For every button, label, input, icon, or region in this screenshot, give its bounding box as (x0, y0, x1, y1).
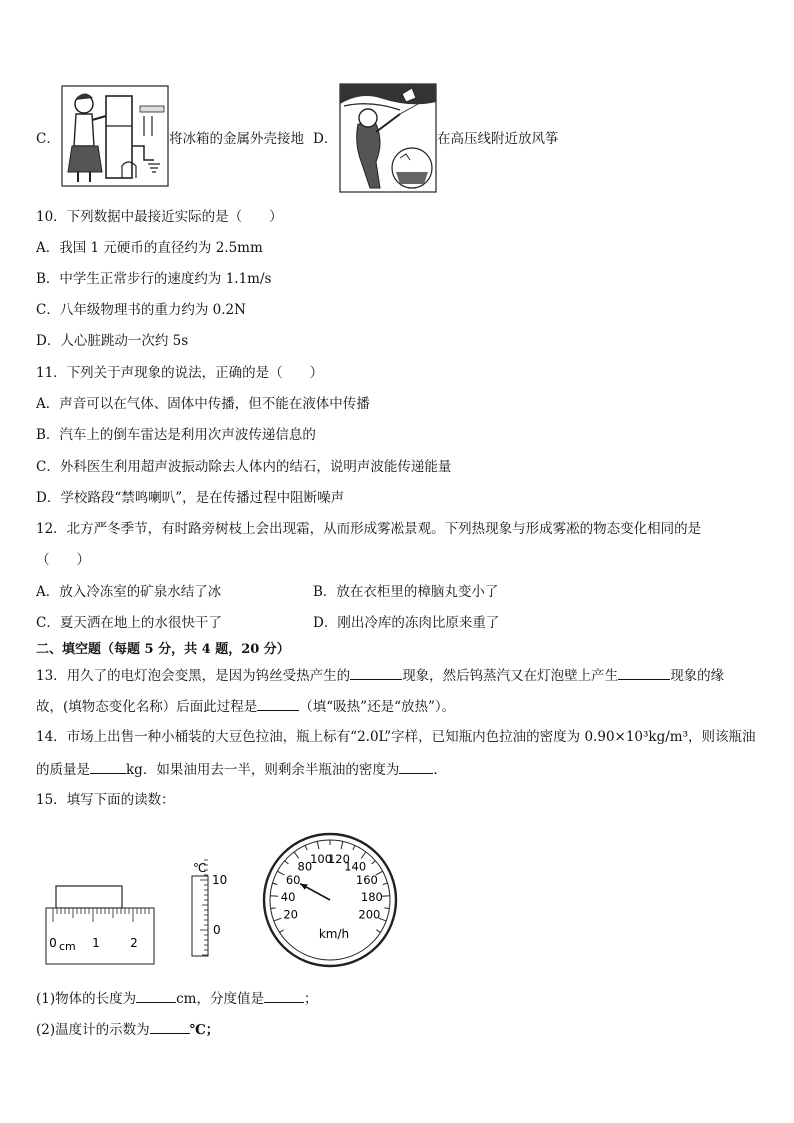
q11-stem: 11．下列关于声现象的说法，正确的是（ ） (36, 365, 324, 381)
ruler-diagram (44, 884, 156, 966)
q13-line2 (36, 697, 455, 716)
q14-text-3: kg．如果油用去一半，则剩余半瓶油的密度为 (126, 762, 400, 778)
speedometer-tick (271, 908, 276, 909)
q10-option-b: B．中学生正常步行的速度约为 1.1m/s (36, 271, 272, 287)
q13-line1 (36, 666, 724, 685)
q14-blank-2[interactable] (399, 760, 433, 774)
speedometer-label: 40 (280, 890, 296, 905)
q11-option-a: A．声音可以在气体、固体中传播，但不能在液体中传播 (36, 396, 370, 412)
section-heading: 二、填空题（每题 5 分，共 4 题，20 分） (36, 642, 290, 657)
speedometer-tick (382, 896, 390, 897)
speedometer-label: 20 (283, 907, 298, 922)
speedometer-label: 60 (285, 872, 301, 887)
q15-sub1 (36, 989, 318, 1008)
q15-blank-1[interactable] (136, 989, 176, 1003)
measured-object (56, 886, 122, 908)
q13-text-5: （填“吸热”还是“放热”）。 (299, 699, 456, 715)
speedometer-tick (384, 908, 389, 909)
q15-sub2-text-2: ℃； (189, 1022, 220, 1038)
q14-line1: 14．市场上出售一种小桶装的大豆色拉油，瓶上标有“2.0L”字样，已知瓶内色拉油的密度为 0.90×10³kg/m³，则该瓶油 (36, 729, 756, 745)
speedometer-label: 120 (327, 851, 350, 866)
thermometer-diagram (186, 860, 236, 960)
thermometer-unit-label: ℃ (193, 861, 207, 875)
q12-option-a: A．放入冷冻室的矿泉水结了冰 (36, 584, 222, 600)
q14-line2 (36, 760, 447, 779)
thermometer-label-0: 0 (213, 923, 221, 937)
q13-text-2: 现象，然后钨蒸汽又在灯泡壁上产生 (402, 668, 619, 684)
q15-sub1-text-2: cm，分度值是 (176, 991, 264, 1007)
speedometer-label: 100 (310, 851, 333, 866)
speedometer-label: 160 (355, 872, 378, 887)
q12-option-d: D．刚出冷库的冻肉比原来重了 (313, 615, 500, 631)
q15-sub1-text-1: (1)物体的长度为 (36, 991, 137, 1007)
q13-text-1: 13．用久了的电灯泡会变黑，是因为钨丝受热产生的 (36, 668, 351, 684)
q10-option-a: A．我国 1 元硬币的直径约为 2.5mm (36, 240, 263, 256)
q15-blank-3[interactable] (150, 1020, 190, 1034)
speedometer-label: 200 (358, 907, 381, 922)
kite-power-line-illustration (340, 84, 436, 192)
q13-text-4: 故，(填物态变化名称）后面此过程是 (36, 699, 258, 715)
speedometer-unit-label: km/h (318, 927, 350, 941)
q10-option-c: C．八年级物理书的重力约为 0.2N (36, 302, 246, 318)
q12-paren: （ ） (36, 552, 90, 568)
q10-stem: 10．下列数据中最接近实际的是（ ） (36, 209, 283, 225)
q12-stem: 12．北方严冬季节，有时路旁树枝上会出现霜，从而形成雾凇景观。下列热现象与形成雾凇的物态变化相同的是 (36, 521, 702, 537)
option-d-label: D． (313, 131, 338, 147)
q13-blank-1[interactable] (350, 666, 402, 680)
option-d-text: 在高压线附近放风筝 (437, 131, 559, 147)
q12-option-b: B．放在衣柜里的樟脑丸变小了 (313, 584, 499, 600)
option-c-text: 将冰箱的金属外壳接地 (169, 131, 304, 147)
q11-option-d: D．学校路段“禁鸣喇叭”，是在传播过程中阻断噪声 (36, 490, 345, 506)
option-c-label: C． (36, 131, 60, 147)
q13-text-3: 现象的缘 (670, 668, 725, 684)
q14-text-4: ． (433, 762, 447, 778)
q11-option-c: C．外科医生利用超声波振动除去人体内的结石，说明声波能传递能量 (36, 459, 452, 475)
speedometer-label: 140 (344, 859, 367, 874)
q15-sub1-text-3: ； (304, 991, 318, 1007)
q15-stem: 15．填写下面的读数： (36, 792, 175, 808)
q14-text-2: 的质量是 (36, 762, 90, 778)
q12-option-c: C．夏天洒在地上的水很快干了 (36, 615, 222, 631)
q14-blank-1[interactable] (90, 760, 126, 774)
refrigerator-illustration (62, 86, 168, 186)
speedometer-tick (270, 896, 278, 897)
speedometer-label: 180 (360, 890, 383, 905)
ruler-label-0: 0 (49, 936, 57, 950)
thermometer-tube (192, 876, 208, 956)
ruler-label-2: 2 (130, 936, 138, 950)
q13-blank-3[interactable] (257, 697, 299, 711)
q13-blank-2[interactable] (618, 666, 670, 680)
q15-sub2-text-1: (2)温度计的示数为 (36, 1022, 150, 1038)
speedometer-diagram (262, 832, 398, 968)
thermometer-label-10: 10 (212, 873, 228, 887)
q15-blank-2[interactable] (264, 989, 304, 1003)
ruler-label-1: 1 (92, 936, 100, 950)
ruler-unit-label: cm (59, 940, 76, 953)
q15-sub2 (36, 1020, 219, 1039)
speedometer-label: 80 (297, 859, 313, 874)
q10-option-d: D．人心脏跳动一次约 5s (36, 333, 189, 349)
q11-option-b: B．汽车上的倒车雷达是利用次声波传递信息的 (36, 427, 316, 443)
